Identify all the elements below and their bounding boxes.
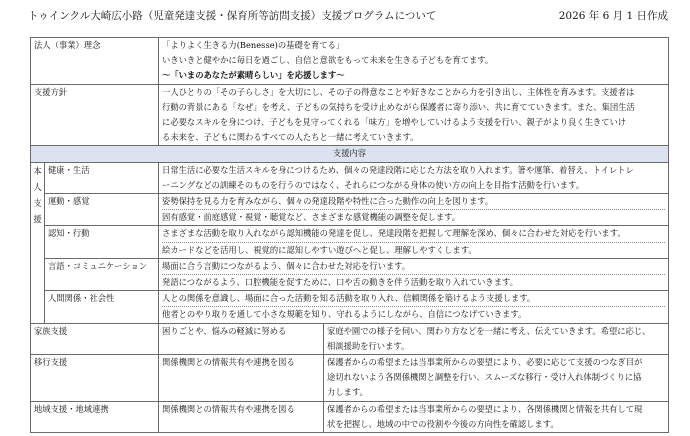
content-line: ーニングなどの訓練そのものを行うのではなく、それらにつながる身体の使い方の向上を目指す活動を行います。	[162, 179, 584, 190]
policy-content	[159, 84, 669, 146]
category-health-life: 健康・生活	[45, 162, 159, 193]
family-support-goal: 困りごとや、悩みの軽減に努める	[159, 323, 324, 354]
category-relationships-social: 人間関係・社会性	[45, 291, 159, 323]
family-support-content	[324, 323, 669, 354]
health-life-content	[159, 162, 669, 193]
community-support-goal: 関係機関との情報共有や連携を図る	[159, 401, 324, 432]
transition-support-label: 移行支援	[31, 355, 159, 402]
content-line: 人との関係を意識し、場面に合った活動を知る活動を取り入れ、信頼関係を築けるよう支援します。	[162, 291, 665, 307]
family-support-label: 家族支援	[31, 323, 159, 354]
policy-line: 一人ひとりの「その子らしさ」を大切にし、その子の得意なことや好きなことから力を引き出し、主体性を育みます。支援者は	[162, 86, 635, 97]
support-content-header-row	[31, 146, 669, 162]
content-line: 状を把握し、地域の中での役割や今後の方向性を確認します。	[327, 418, 559, 429]
philosophy-content	[159, 38, 669, 85]
philosophy-line: 「よりよく生きる力(Benesse)の基礎を育てる」	[162, 40, 345, 50]
content-line: 発語につながるよう、口腔機能を促すために、口や舌の動きを伴う活動を取り入れていきます。	[162, 277, 518, 288]
philosophy-slogan: ～「いまのあなたが素晴らしい」を応援します～	[162, 70, 345, 81]
support-program-table	[30, 37, 669, 433]
self-support-row	[31, 194, 669, 226]
policy-line: 行動の背景にある「なぜ」を考え、子どもの気持ちを受け止めながら保護者に寄り添い、共に育てていきます。また、集団生活	[162, 101, 635, 112]
content-line: 力します。	[327, 387, 368, 398]
content-line: 姿勢保持を見る力を育みながら、個々の発達段階や特性に合った動作の向上を図ります。	[162, 194, 665, 210]
category-language-communication: 言語・コミュニケーション	[45, 258, 159, 290]
content-line: 固有感覚・前庭感覚・視覚・聴覚など、さまざまな感覚機能の調整を促します。	[162, 212, 461, 223]
content-line: 日常生活に必要な生活スキルを身につけるため、個々の発達段階に応じた方法を取り入れます。箸や運筆、着替え、トイレトレ	[162, 164, 634, 175]
transition-support-goal: 関係機関との情報共有や連携を図る	[159, 355, 324, 402]
community-support-label: 地域支援・地域連携	[31, 401, 159, 432]
self-support-label-char: 本	[33, 165, 42, 176]
philosophy-row	[31, 38, 669, 85]
policy-line: に必要なスキルを身につけ、子どもを見守ってくれる「味方」を増やしていけるよう支援を行い、親子がより良く生きていけ	[162, 117, 627, 128]
self-support-label-char: 支	[33, 197, 42, 208]
motor-sensory-content	[159, 194, 669, 226]
language-communication-content	[159, 258, 669, 290]
self-support-row	[31, 291, 669, 323]
community-support-content	[324, 401, 669, 432]
category-cognition-behavior: 認知・行動	[45, 226, 159, 258]
document-header	[28, 6, 668, 24]
cognition-behavior-content	[159, 226, 669, 258]
content-line: 他者とのやり取りを通して小さな規範を知り、守れるようにしながら、自信につなげていきます。	[162, 309, 527, 320]
policy-line: る未来を、子どもに関わるすべての人たちと一緒に考えていきます。	[162, 132, 419, 143]
self-support-label	[31, 162, 45, 323]
self-support-row	[31, 162, 669, 193]
philosophy-label: 法人（事業）理念	[31, 38, 159, 85]
transition-support-row	[31, 355, 669, 402]
support-content-header: 支援内容	[31, 146, 669, 162]
policy-label: 支援方針	[31, 84, 159, 146]
self-support-label-char: 人	[33, 181, 42, 192]
self-support-row	[31, 258, 669, 290]
relationships-social-content	[159, 291, 669, 323]
self-support-row	[31, 226, 669, 258]
content-line: 保護者からの希望または当事業所からの要望により、必要に応じて支援のつなぎ目が	[327, 357, 643, 368]
content-line: 場面に合う言動につながるよう、個々に合わせた対応を行います。	[162, 259, 665, 275]
document-title: トゥインクル大崎広小路（児童発達支援・保育所等訪問支援）支援プログラムについて	[28, 10, 437, 22]
content-line: 絵カードなどを活用し、視覚的に認知しやすい遊びへと促し、理解しやすくします。	[162, 244, 477, 255]
community-support-row	[31, 401, 669, 432]
family-support-row	[31, 323, 669, 354]
content-line: 途切れないよう各関係機関と調整を行い、スムーズな移行・受け入れ体制づくりに協	[327, 372, 642, 383]
self-support-label-char: 援	[33, 213, 42, 224]
creation-date: 2026 年 6 月 1 日作成	[558, 10, 668, 22]
content-line: さまざまな活動を取り入れながら認知機能の発達を促し、発達段階を把握して理解を深め、個々に合わせた対応を行います。	[162, 226, 665, 242]
content-line: 家庭や園での様子を伺い、関わり方などを一緒に考え、伝えていきます。希望に応じ、	[327, 325, 651, 336]
philosophy-line: いきいきと健やかに毎日を過ごし、自信と意欲をもって未来を生きる子どもを育てます。	[162, 55, 494, 66]
content-line: 保護者からの希望または当事業所からの要望により、各関係機関と情報を共有して現	[327, 403, 643, 414]
content-line: 相談援助を行います。	[327, 340, 410, 351]
policy-row	[31, 84, 669, 146]
category-motor-sensory: 運動・感覚	[45, 194, 159, 226]
transition-support-content	[324, 355, 669, 402]
